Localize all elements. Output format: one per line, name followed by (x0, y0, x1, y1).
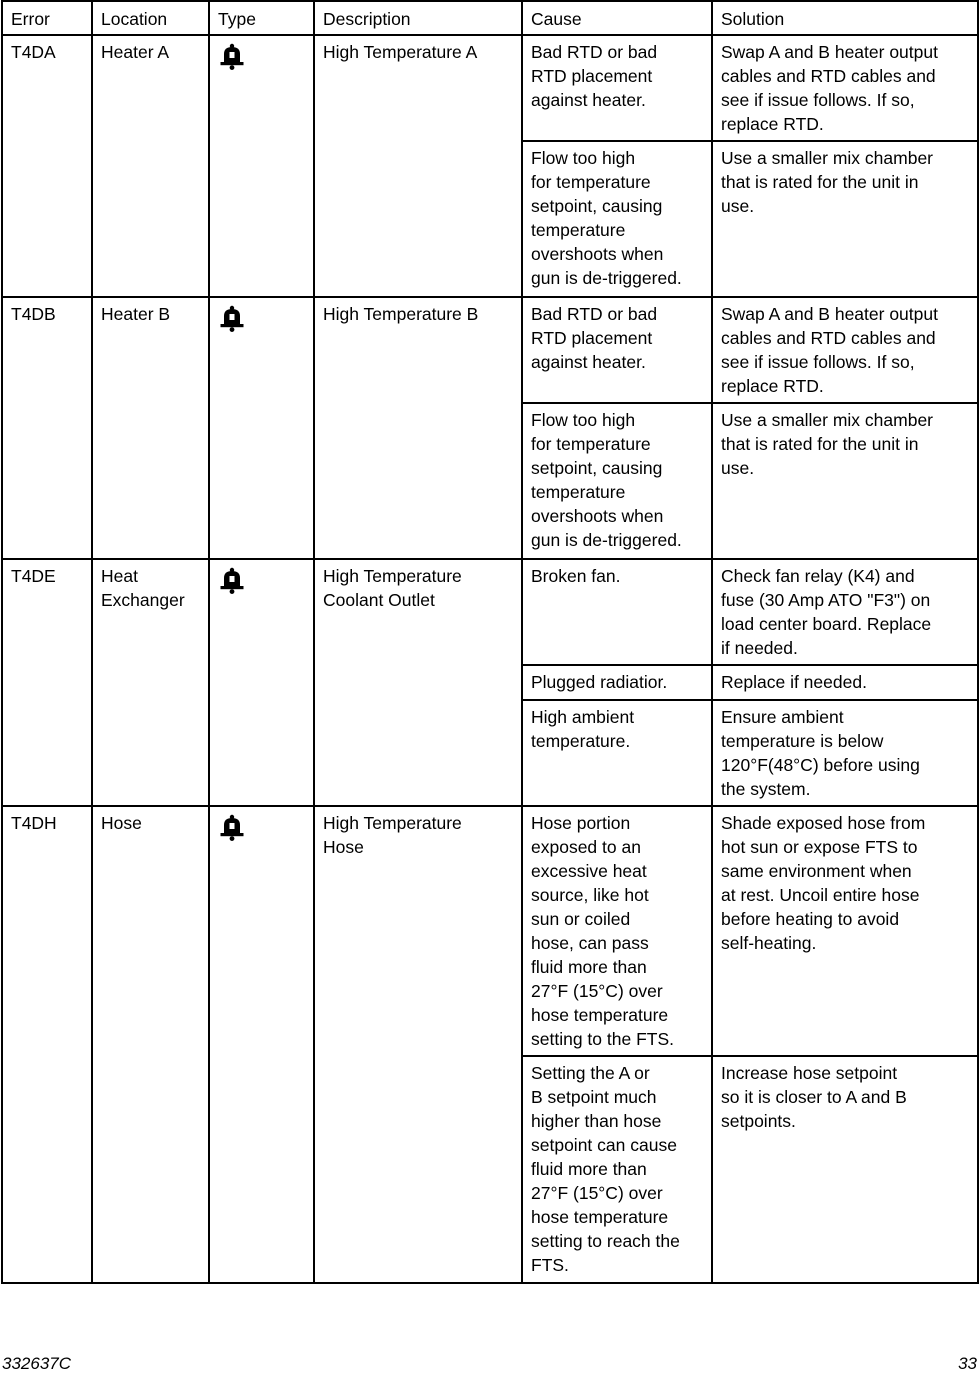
header-solution: Solution (712, 1, 978, 35)
table-row (2, 559, 978, 665)
table-header-row (2, 1, 978, 35)
error-code: T4DB (2, 297, 92, 559)
cause-cell: Bad RTD or bad RTD placement against heater. (522, 35, 712, 141)
error-location: Hose (92, 806, 209, 1283)
solution-cell: Ensure ambient temperature is below 120°F(48°C) before using the system. (712, 700, 978, 806)
document-number: 332637C (2, 1354, 72, 1373)
alarm-bell-icon (218, 305, 305, 333)
error-type (209, 559, 314, 806)
header-cause: Cause (522, 1, 712, 35)
cause-cell: Setting the A or B setpoint much higher than hose setpoint can cause fluid more than 27°F (15°C) over hose temperature setting to reach the FTS. (522, 1056, 712, 1283)
solution-cell: Check fan relay (K4) and fuse (30 Amp ATO "F3") on load center board. Replace if needed. (712, 559, 978, 665)
error-code: T4DE (2, 559, 92, 806)
cause-cell: Plugged radiatior. (522, 665, 712, 700)
header-location: Location (92, 1, 209, 35)
cause-cell: Flow too high for temperature setpoint, causing temperature overshoots when gun is de-triggered. (522, 141, 712, 297)
cause-cell: Broken fan. (522, 559, 712, 665)
error-description: High Temperature B (314, 297, 522, 559)
error-description: High Temperature Hose (314, 806, 522, 1283)
alarm-bell-icon (218, 814, 305, 842)
error-code: T4DH (2, 806, 92, 1283)
table-row (2, 35, 978, 141)
error-type (209, 806, 314, 1283)
solution-cell: Shade exposed hose from hot sun or expose FTS to same environment when at rest. Uncoil entire hose before heating to avoid self-heating. (712, 806, 978, 1056)
cause-cell: Hose portion exposed to an excessive heat source, like hot sun or coiled hose, can pass fluid more than 27°F (15°C) over hose temperature setting to the FTS. (522, 806, 712, 1056)
error-location: Heater A (92, 35, 209, 297)
page-number: 33 (958, 1354, 977, 1373)
cause-cell: Bad RTD or bad RTD placement against heater. (522, 297, 712, 403)
table-row (2, 297, 978, 403)
alarm-bell-icon (218, 43, 305, 71)
error-location: Heater B (92, 297, 209, 559)
solution-cell: Increase hose setpoint so it is closer to A and B setpoints. (712, 1056, 978, 1283)
error-location: Heat Exchanger (92, 559, 209, 806)
error-type (209, 35, 314, 297)
table-row (2, 806, 978, 1056)
error-type (209, 297, 314, 559)
header-type: Type (209, 1, 314, 35)
error-code: T4DA (2, 35, 92, 297)
header-description: Description (314, 1, 522, 35)
solution-cell: Swap A and B heater output cables and RTD cables and see if issue follows. If so, replace RTD. (712, 35, 978, 141)
solution-cell: Replace if needed. (712, 665, 978, 700)
solution-cell: Use a smaller mix chamber that is rated for the unit in use. (712, 141, 978, 297)
cause-cell: Flow too high for temperature setpoint, causing temperature overshoots when gun is de-triggered. (522, 403, 712, 559)
error-description: High Temperature Coolant Outlet (314, 559, 522, 806)
error-description: High Temperature A (314, 35, 522, 297)
solution-cell: Swap A and B heater output cables and RTD cables and see if issue follows. If so, replace RTD. (712, 297, 978, 403)
error-table (1, 0, 979, 1284)
header-error: Error (2, 1, 92, 35)
alarm-bell-icon (218, 567, 305, 595)
solution-cell: Use a smaller mix chamber that is rated for the unit in use. (712, 403, 978, 559)
cause-cell: High ambient temperature. (522, 700, 712, 806)
